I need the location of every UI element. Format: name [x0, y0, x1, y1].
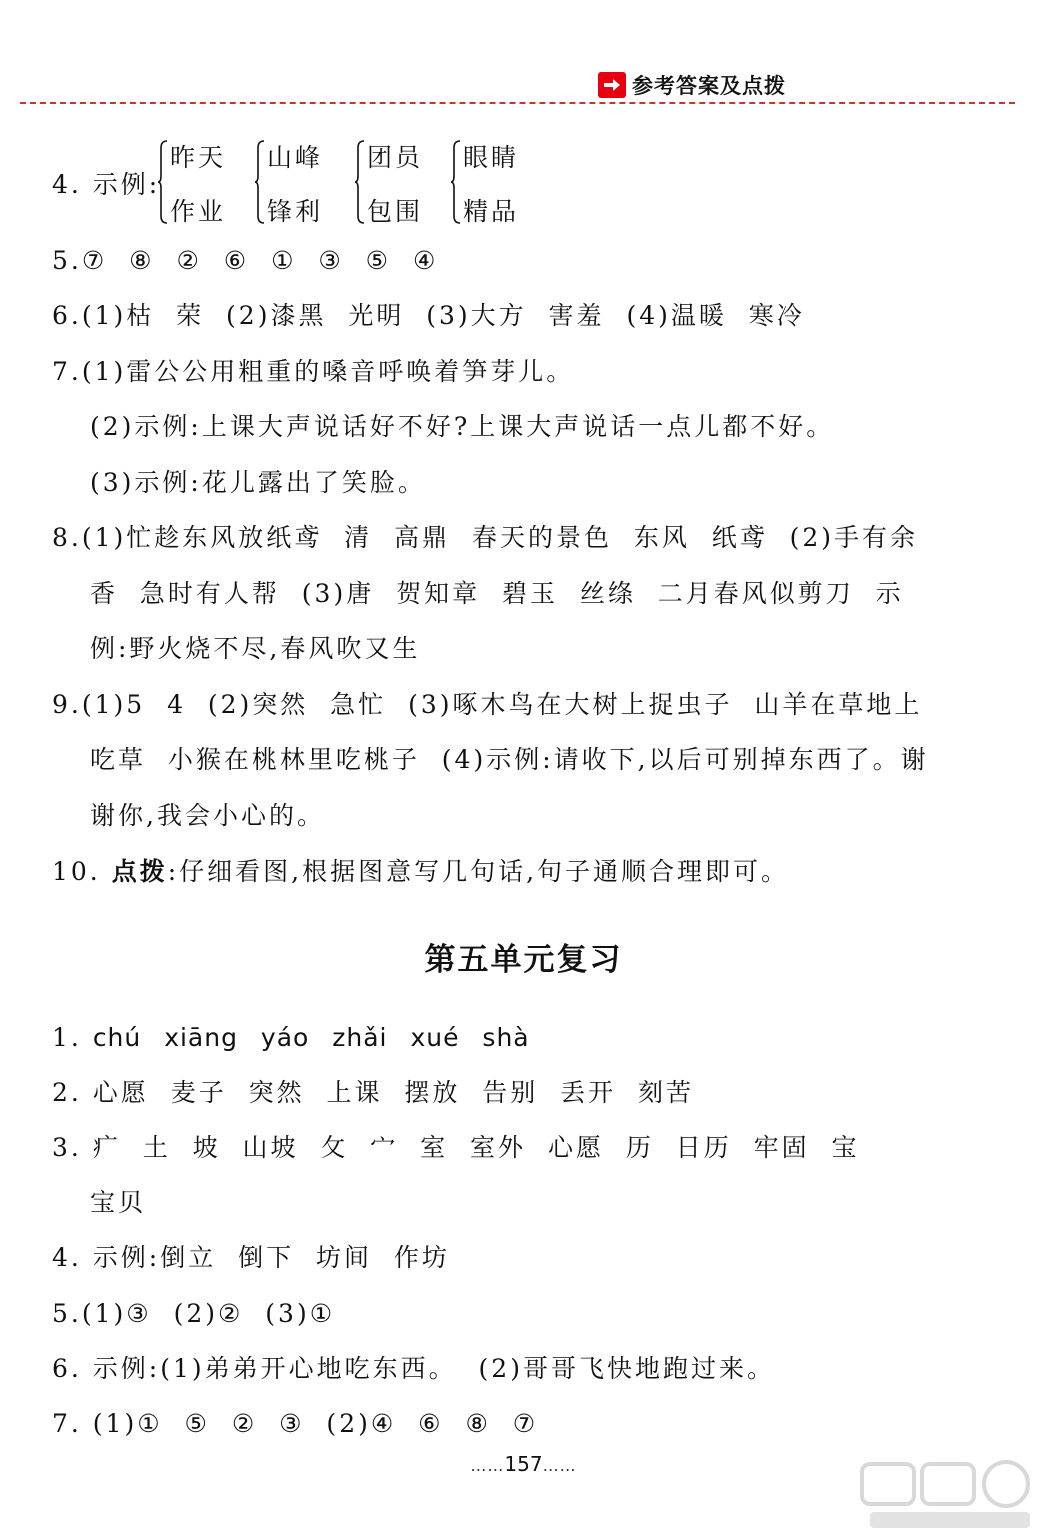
answer-7-part-2: (2)示例:上课大声说话好不好?上课大声说话一点儿都不好。 [90, 412, 835, 441]
answer-10 [52, 857, 789, 887]
header-title-wrap [598, 70, 786, 100]
answer-9-line-3: 谢你,我会小心的。 [90, 801, 325, 830]
word-top: 山峰 [267, 143, 324, 172]
header-title: 参考答案及点拨 [632, 74, 786, 98]
review-answer-2: 2. 心愿 麦子 突然 上课 摆放 告别 丢开 刻苦 [52, 1078, 695, 1107]
answer-10-text: :仔细看图,根据图意写几句话,句子通顺合理即可。 [167, 857, 790, 886]
answer-8-line-1: 8.(1)忙趁东风放纸鸢 清 高鼎 春天的景色 东风 纸鸢 (2)手有余 [52, 523, 919, 552]
brace-icon [355, 140, 365, 224]
word-bottom: 精品 [463, 197, 520, 226]
review-answer-7: 7. (1)① ⑤ ② ③ (2)④ ⑥ ⑧ ⑦ [52, 1409, 539, 1438]
answer-6: 6.(1)枯 荣 (2)漆黑 光明 (3)大方 害羞 (4)温暖 寒冷 [52, 301, 805, 330]
watermark-logo-icon [860, 1460, 1040, 1532]
review-answer-3-line-2: 宝贝 [90, 1188, 147, 1217]
word-top: 眼睛 [463, 143, 520, 172]
review-answer-3-line-1: 3. 疒 土 坡 山坡 攵 宀 室 室外 心愿 历 日历 牢固 宝 [52, 1133, 860, 1162]
brace-icon [255, 140, 265, 224]
answer-7-part-1: 7.(1)雷公公用粗重的嗓音呼唤着笋芽儿。 [52, 357, 575, 386]
page-header [20, 62, 1015, 108]
answer-8-line-2: 香 急时有人帮 (3)唐 贺知章 碧玉 丝绦 二月春风似剪刀 示 [90, 579, 904, 608]
review-answer-1-number: 1. [52, 1023, 93, 1052]
answer-10-number: 10. [52, 857, 112, 886]
answer-7-part-3: (3)示例:花儿露出了笑脸。 [90, 468, 426, 497]
answer-5: 5.⑦ ⑧ ② ⑥ ① ③ ⑤ ④ [52, 246, 439, 275]
word-bottom: 包围 [367, 197, 424, 226]
answer-10-tip-label: 点拨 [111, 857, 168, 886]
footer-dots-left: …… [470, 1456, 505, 1475]
answer-8-line-3: 例:野火烧不尽,春风吹又生 [90, 634, 421, 663]
review-answer-4: 4. 示例:倒立 倒下 坊间 作坊 [52, 1243, 450, 1272]
word-bottom: 锋利 [267, 197, 324, 226]
section-title: 第五单元复习 [424, 942, 623, 978]
answer-9-line-2: 吃草 小猴在桃林里吃桃子 (4)示例:请收下,以后可别掉东西了。谢 [90, 745, 929, 774]
footer-dots-right: …… [542, 1456, 577, 1475]
word-top: 团员 [367, 143, 424, 172]
answer-9-line-1: 9.(1)5 4 (2)突然 急忙 (3)啄木鸟在大树上捉虫子 山羊在草地上 [52, 690, 923, 719]
header-dashed-rule [20, 102, 1015, 104]
brace-icon [158, 140, 168, 224]
review-answer-1 [52, 1023, 530, 1053]
brace-icon [451, 140, 461, 224]
answer-4-label: 4. 示例: [52, 170, 161, 199]
page-number: 157 [504, 1452, 543, 1476]
review-answer-5: 5.(1)③ (2)② (3)① [52, 1299, 336, 1328]
review-answer-1-pinyin: chú xiāng yáo zhǎi xué shà [92, 1023, 530, 1052]
arrow-right-icon [598, 72, 626, 98]
review-answer-6: 6. 示例:(1)弟弟开心地吃东西。 (2)哥哥飞快地跑过来。 [52, 1354, 775, 1383]
word-bottom: 作业 [170, 197, 227, 226]
word-top: 昨天 [170, 143, 227, 172]
